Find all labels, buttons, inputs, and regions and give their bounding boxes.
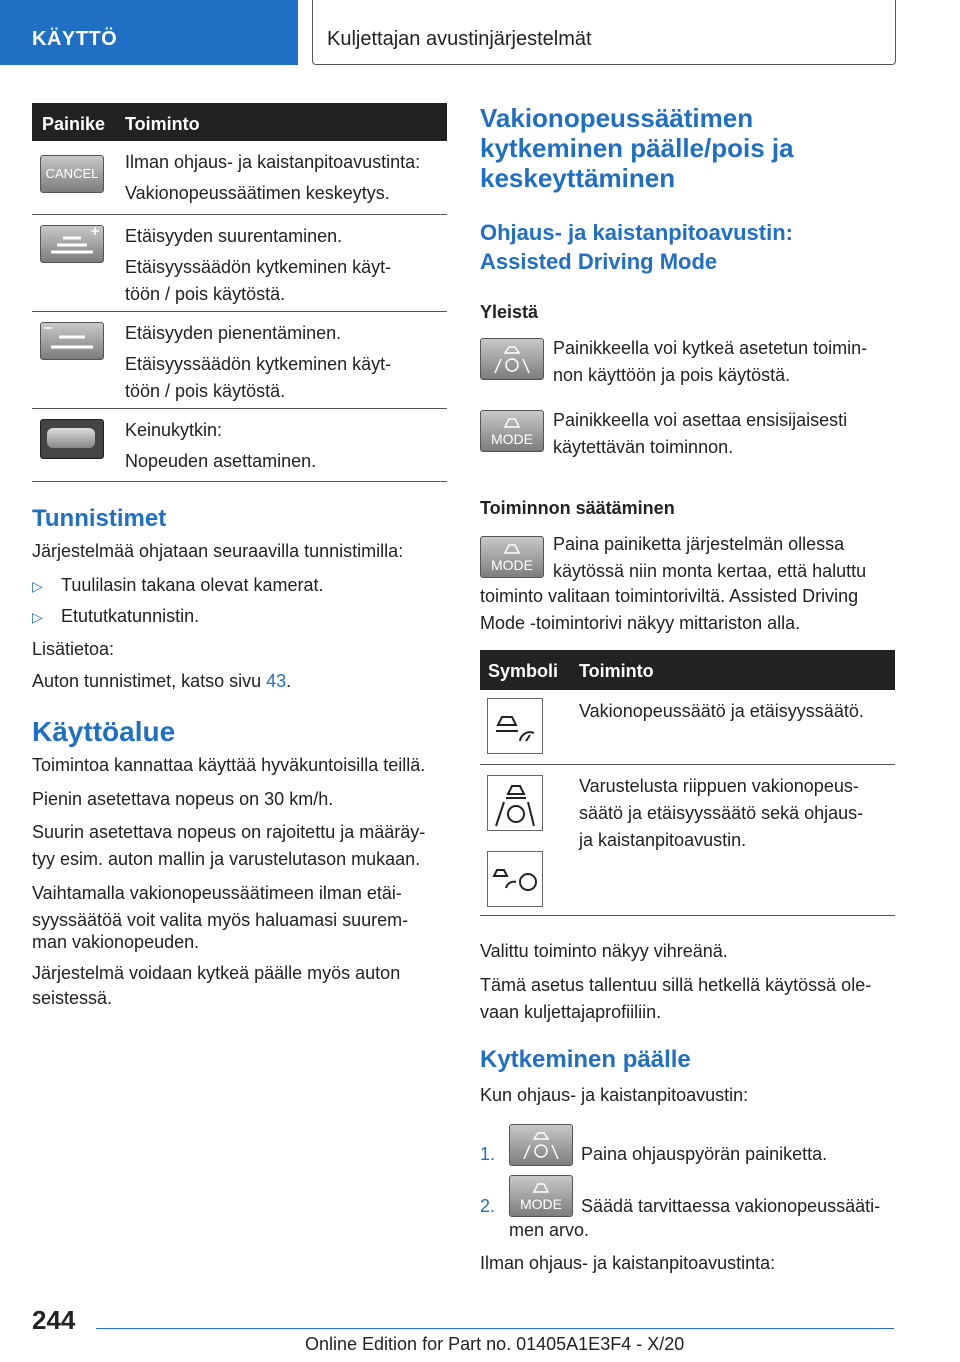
table-row [32,312,447,409]
step-text: Paina ohjauspyörän painiketta. [581,1144,828,1164]
subtitle: Ohjaus- ja kaistanpitoavustin: Assisted Driving Mode [480,220,793,274]
range-line: tyy esim. auton mallin ja varustelutason mukaan. [32,849,421,869]
saved-note: Tämä asetus tallentuu sillä hetkellä käytössä ole- vaan kuljettajaprofiiliin. [480,975,872,1022]
row-text: Vakionopeussäätö ja etäisyyssäätö. [579,701,864,721]
range-title: Käyttöalue [32,716,176,747]
row-text: Varustelusta riippuen vakionopeus- säätö ja etäisyyssäätö sekä ohjaus- ja kaistanpitoavustin. [579,776,864,850]
chapter-tab [312,0,896,65]
distance-plus-icon [40,225,104,263]
driving-assistant-symbol-icon [487,775,543,831]
col-painike: Painike [42,114,106,134]
main-title: Vakionopeussäätimen kytkeminen päälle/pois ja keskeyttäminen [480,103,794,193]
row-text: Etäisyyden pienentäminen. [125,323,342,343]
row-text: Nopeuden asettaminen. [125,451,317,471]
row-text: töön / pois käytöstä. [125,284,286,304]
footer-rule [96,1328,894,1329]
symbol-table-header [480,650,895,690]
row-text: töön / pois käytöstä. [125,381,286,401]
row-text: Etäisyyssäädön kytkeminen käyt- [125,257,392,277]
general-text-1: Painikkeella voi kytkeä asetetun toimin- non käyttöön ja pois käytöstä. [553,338,868,385]
more-info: Lisätietoa: [32,639,115,659]
adjust-title: Toiminnon säätäminen [480,498,675,518]
mode-button-icon: MODE [480,536,544,578]
cruise-steering-symbol-icon [487,851,543,907]
on-intro: Kun ohjaus- ja kaistanpitoavustin: [480,1085,749,1105]
sensors-title: Tunnistimet [32,505,167,532]
edition-text: Online Edition for Part no. 01405A1E3F4 - X/20 [305,1334,685,1354]
step-number: 2. [480,1196,496,1216]
col-toiminto: Toiminto [579,661,654,681]
table-row [480,765,895,916]
row-text: Keinukytkin: [125,420,223,440]
symbol-table [480,650,895,916]
range-line: syyssäätöä voit valita myös haluamasi suurem- [32,910,409,930]
row-text: Etäisyyden suurentaminen. [125,226,343,246]
mode-button-icon: MODE [509,1175,573,1217]
table-row [480,690,895,765]
range-line: seistessä. [32,988,113,1008]
col-toiminto: Toiminto [125,114,200,134]
cruise-distance-symbol-icon [487,698,543,754]
section-label: KÄYTTÖ [32,28,118,50]
sensor-ref: Auton tunnistimet, katso sivu 43. [32,671,292,691]
step-text: Säädä tarvittaessa vakionopeussääti- [581,1196,881,1216]
driving-assist-button-icon [509,1124,573,1166]
sensors-intro: Järjestelmää ohjataan seuraavilla tunnistimilla: [32,541,404,561]
adjust-text: toiminto valitaan toimintoriviltä. Assisted Driving Mode -toimintorivi näkyy mittariston alla. [480,586,859,633]
table-row [32,215,447,312]
row-text: Etäisyyssäädön kytkeminen käyt- [125,354,392,374]
range-line: Suurin asetettava nopeus on rajoitettu ja määräy- [32,822,426,842]
range-line: Järjestelmä voidaan kytkeä päälle myös auton [32,963,401,983]
adjust-text: Paina painiketta järjestelmän ollessa käytössä niin monta kertaa, että haluttu [553,534,867,581]
on-title: Kytkeminen päälle [480,1046,691,1073]
rocker-switch-icon [40,419,104,459]
row-text: Ilman ohjaus- ja kaistanpitoavustinta: [125,152,421,172]
general-title: Yleistä [480,302,539,322]
chapter-label: Kuljettajan avustinjärjestelmät [327,28,592,50]
page-link[interactable]: 43 [266,671,287,691]
range-line: man vakionopeuden. [32,932,200,952]
driving-assist-button-icon [480,338,544,380]
table-row [32,409,447,482]
row-text: Vakionopeussäätimen keskeytys. [125,183,390,203]
range-line: Vaihtamalla vakionopeussäätimeen ilman etäi- [32,883,402,903]
range-line: Toimintoa kannattaa käyttää hyväkuntoisilla teillä. [32,755,426,775]
button-table-header [32,103,447,141]
page-number: 244 [32,1305,76,1335]
section-tab [0,0,298,65]
col-symboli: Symboli [488,661,559,681]
general-text-2: Painikkeella voi asettaa ensisijaisesti käytettävän toiminnon. [553,410,848,457]
last-line: Ilman ohjaus- ja kaistanpitoavustinta: [480,1253,776,1273]
distance-minus-icon [40,322,104,360]
step-number: 1. [480,1144,496,1164]
range-line: Pienin asetettava nopeus on 30 km/h. [32,789,334,809]
selected-note: Valittu toiminto näkyy vihreänä. [480,941,728,961]
mode-button-icon: MODE [480,410,544,452]
button-table [32,103,447,482]
table-row [32,141,447,215]
cancel-button-icon: CANCEL [40,155,104,193]
step-text-cont: men arvo. [509,1220,590,1240]
